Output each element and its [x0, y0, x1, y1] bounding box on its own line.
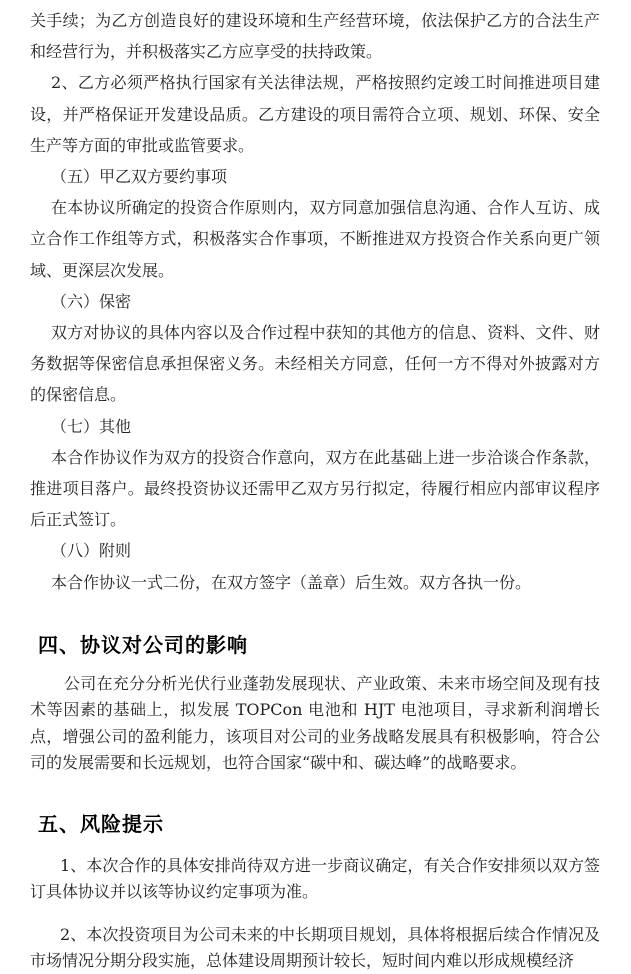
- subheading-clause-7: （七）其他: [51, 416, 132, 436]
- subheading-clause-6: （六）保密: [51, 291, 132, 311]
- para-clause-6-body: 双方对协议的具体内容以及合作过程中获知的其他方的信息、资料、文件、财务数据等保密信息承担保密义务。未经相关方同意，任何一方不得对外披露对方的保密信息。: [30, 323, 600, 405]
- section-impact-heading: 四、协议对公司的影响: [38, 632, 248, 657]
- agreement-clauses-section: [30, 5, 600, 598]
- section-impact-paragraph: 公司在充分分析光伏行业蓬勃发展现状、产业政策、未来市场空间及现有技术等因素的基础上，拟发展 TOPCon 电池和 HJT 电池项目，寻求新利润增长点，增强公司的盈利能力，该项目对公司的业务战略发展具有积极影响，符合公司的发展需要和长远规划，也符合国家“碳中和、碳达峰”的战略要求。: [30, 673, 600, 773]
- para-clause-2: 2、乙方必须严格执行国家有关法律法规，严格按照约定竣工时间推进项目建设，并严格保证开发建设品质。乙方建设的项目需符合立项、规划、环保、安全生产等方面的审批或监管要求。: [30, 73, 600, 155]
- para-clause-5-body: 在本协议所确定的投资合作原则内，双方同意加强信息沟通、合作人互访、成立合作工作组等方式，积极落实合作事项，不断推进双方投资合作关系向更广领域、更深层次发展。: [30, 198, 600, 280]
- para-clause-7-body: 本合作协议作为双方的投资合作意向，双方在此基础上进一步洽谈合作条款，推进项目落户。最终投资协议还需甲乙双方另行拟定，待履行相应内部审议程序后正式签订。: [30, 447, 600, 530]
- section-risk-para-1: 1、本次合作的具体安排尚待双方进一步商议确定，有关合作安排须以双方签订具体协议并以该等协议约定事项为准。: [30, 855, 600, 901]
- subheading-clause-5: （五）甲乙双方要约事项: [51, 167, 228, 187]
- section-risk-heading: 五、风险提示: [38, 811, 164, 836]
- para-clause-1-continuation: 关手续；为乙方创造良好的建设环境和生产经营环境，依法保护乙方的合法生产和经营行为，并积极落实乙方应享受的扶持政策。: [30, 11, 600, 62]
- section-risk: [30, 811, 600, 974]
- para-clause-8-body: 本合作协议一式二份，在双方签字（盖章）后生效。双方各执一份。: [51, 572, 532, 592]
- section-risk-para-2: 2、本次投资项目为公司未来的中长期项目规划，具体将根据后续合作情况及市场情况分期分段实施，总体建设周期预计较长，短时间内难以形成规模经济: [30, 924, 600, 970]
- section-impact: [30, 632, 600, 777]
- subheading-clause-8: （八）附则: [51, 541, 132, 561]
